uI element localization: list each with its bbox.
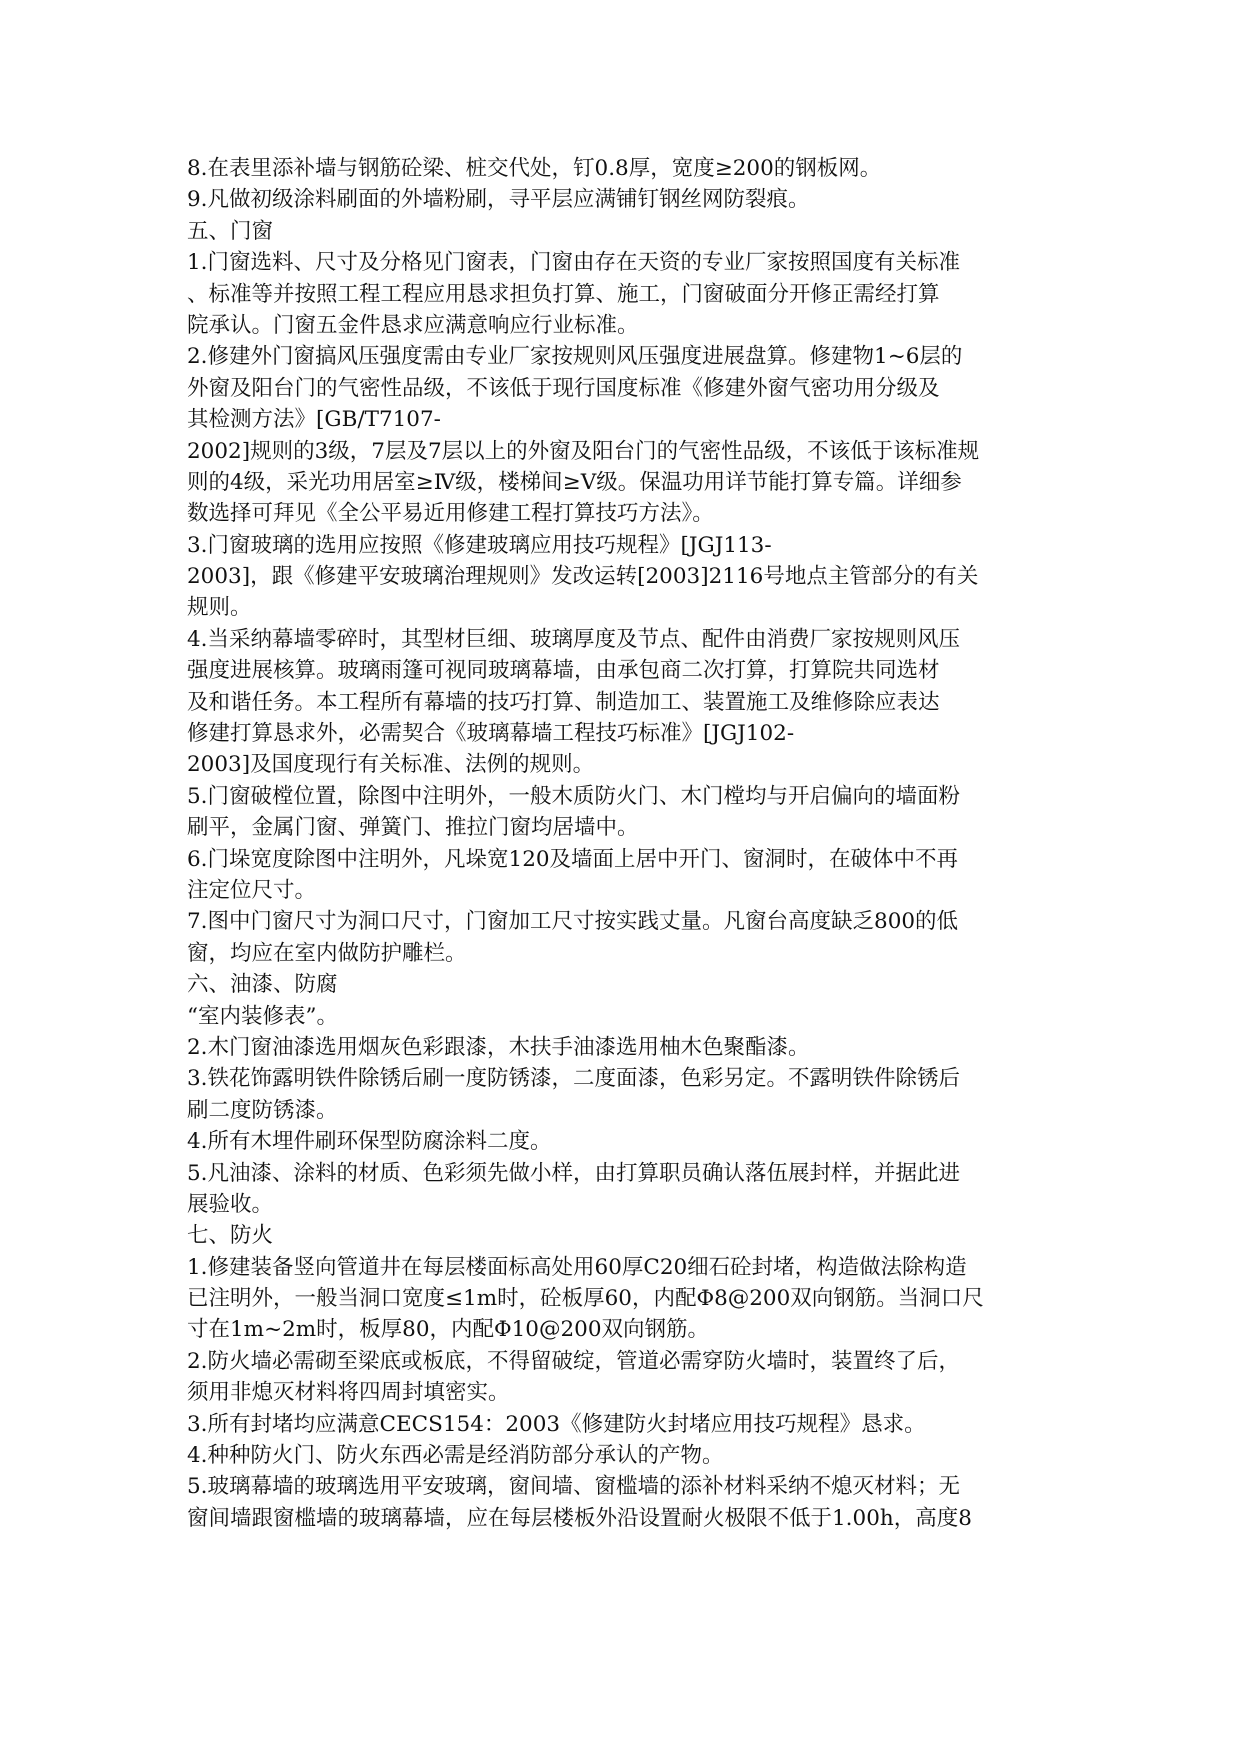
text-line: 1.门窗选料、尺寸及分格见门窗表，门窗由存在天资的专业厂家按照国度有关标准 (187, 250, 961, 276)
text-line: 数选择可拜见《全公平易近用修建工程打算技巧方法》。 (187, 501, 714, 527)
text-line: 刷平，金属门窗、弹簧门、推拉门窗均居墙中。 (187, 815, 639, 841)
text-line: 2.防火墙必需砌至梁底或板底，不得留破绽，管道必需穿防火墙时，装置终了后， (187, 1348, 961, 1374)
text-line: 强度进展核算。玻璃雨篷可视同玻璃幕墙，由承包商二次打算，打算院共同选材 (187, 658, 940, 684)
text-line: 窗间墙跟窗槛墙的玻璃幕墙，应在每层楼板外沿设置耐火极限不低于1.00h，高度8 (187, 1505, 972, 1531)
section-heading: 七、防火 (187, 1223, 274, 1249)
text-line: 3.铁花饰露明铁件除锈后刷一度防锈漆，二度面漆，色彩另定。不露明铁件除锈后 (187, 1066, 961, 1092)
text-line: 及和谐任务。本工程所有幕墙的技巧打算、制造加工、装置施工及维修除应表达 (187, 689, 940, 715)
text-line: 2003]，跟《修建平安玻璃治理规则》发改运转[2003]2116号地点主管部分的有关 (187, 564, 979, 590)
text-line: 外窗及阳台门的气密性品级，不该低于现行国度标准《修建外窗气密功用分级及 (187, 375, 940, 401)
text-line: 1.修建装备竖向管道井在每层楼面标高处用60厚C20细石砼封堵，构造做法除构造 (187, 1254, 967, 1280)
text-line: 其检测方法》[GB/T7107- (187, 407, 441, 433)
text-line: 6.门垛宽度除图中注明外，凡垛宽120及墙面上居中开门、窗洞时，在破体中不再 (187, 846, 959, 872)
text-line: 3.所有封堵均应满意CECS154：2003《修建防火封堵应用技巧规程》恳求。 (187, 1411, 926, 1437)
text-line: 院承认。门窗五金件恳求应满意响应行业标准。 (187, 312, 639, 338)
text-line: 5.门窗破樘位置，除图中注明外，一般木质防火门、木门樘均与开启偏向的墙面粉 (187, 783, 961, 809)
text-line: 则的4级，采光功用居室≥Ⅳ级，楼梯间≥Ⅴ级。保温功用详节能打算专篇。详细参 (187, 469, 962, 495)
text-line: 2.修建外门窗搞风压强度需由专业厂家按规则风压强度进展盘算。修建物1~6层的 (187, 344, 963, 370)
text-line: 2.木门窗油漆选用烟灰色彩跟漆，木扶手油漆选用柚木色聚酯漆。 (187, 1034, 810, 1060)
text-line: 规则。 (187, 595, 252, 621)
text-line: 展验收。 (187, 1191, 274, 1217)
text-line: 窗，均应在室内做防护雕栏。 (187, 940, 467, 966)
text-line: 刷二度防锈漆。 (187, 1097, 338, 1123)
text-line: 8.在表里添补墙与钢筋砼梁、桩交代处，钉0.8厚，宽度≥200的钢板网。 (187, 156, 882, 181)
text-line: 7.图中门窗尺寸为洞口尺寸，门窗加工尺寸按实践丈量。凡窗台高度缺乏800的低 (187, 909, 959, 935)
text-line: “室内装修表”。 (187, 1003, 338, 1029)
text-line: 5.玻璃幕墙的玻璃选用平安玻璃，窗间墙、窗槛墙的添补材料采纳不熄灭材料；无 (187, 1474, 961, 1500)
text-line: 修建打算恳求外，必需契合《玻璃幕墙工程技巧标准》[JGJ102- (187, 721, 795, 747)
text-line: 3.门窗玻璃的选用应按照《修建玻璃应用技巧规程》[JGJ113- (187, 532, 772, 558)
text-line: 5.凡油漆、涂料的材质、色彩须先做小样，由打算职员确认落伍展封样，并据此进 (187, 1160, 961, 1186)
text-line: 注定位尺寸。 (187, 877, 317, 903)
text-line: 4.所有木埋件刷环保型防腐涂料二度。 (187, 1129, 552, 1155)
text-line: 2003]及国度现行有关标准、法例的规则。 (187, 752, 595, 778)
document-body (187, 153, 1079, 1534)
text-line: 、标准等并按照工程工程应用恳求担负打算、施工，门窗破面分开修正需经打算 (187, 281, 940, 307)
text-line: 须用非熄灭材料将四周封填密实。 (187, 1380, 510, 1406)
text-line: 4.种种防火门、防火东西必需是经消防部分承认的产物。 (187, 1443, 724, 1469)
text-line: 寸在1m~2m时，板厚80，内配Φ10@200双向钢筋。 (187, 1317, 710, 1343)
text-line: 已注明外，一般当洞口宽度≤1m时，砼板厚60，内配Φ8@200双向钢筋。当洞口尺 (187, 1286, 984, 1312)
text-line: 4.当采纳幕墙零碎时，其型材巨细、玻璃厚度及节点、配件由消费厂家按规则风压 (187, 626, 961, 652)
section-heading: 五、门窗 (187, 218, 274, 244)
text-line: 2002]规则的3级，7层及7层以上的外窗及阳台门的气密性品级，不该低于该标准规 (187, 438, 980, 464)
section-heading: 六、油漆、防腐 (187, 972, 338, 998)
text-line: 9.凡做初级涂料刷面的外墙粉刷，寻平层应满铺钉钢丝网防裂痕。 (187, 187, 810, 213)
